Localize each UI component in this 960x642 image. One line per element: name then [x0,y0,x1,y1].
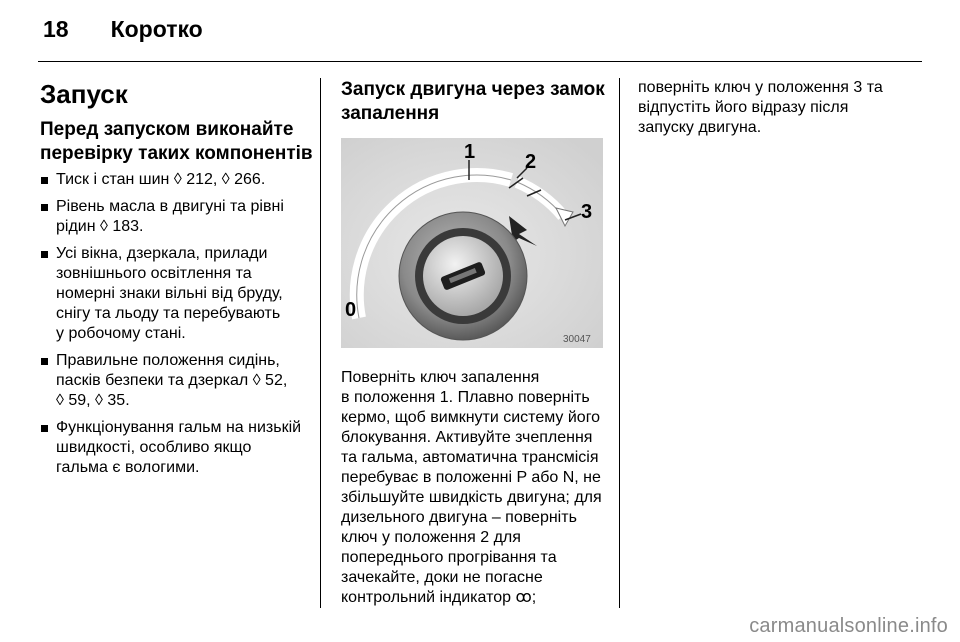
watermark: carmanualsonline.info [749,615,948,637]
list-item [40,170,315,190]
column-divider-right [619,78,620,608]
list-item [40,244,315,344]
list-item [40,418,315,478]
list-item-line: Правильне положення сидінь, [56,352,280,369]
list-item [40,197,315,237]
checklist [40,170,315,478]
right-column [638,78,928,138]
position-label-0: 0 [345,299,357,321]
ignition-switch-figure [341,138,603,348]
subsection-title [40,118,315,166]
middle-column [341,72,611,608]
list-item-line: снігу та льоду та перебувають [56,305,281,322]
column-divider-left [320,78,321,608]
paragraph-line: контрольний індикатор ꝏ; [341,589,537,606]
list-item-line: у робочому стані. [56,325,186,342]
list-item-line: гальма є вологими. [56,459,200,476]
list-item-line: Рівень масла в двигуні та рівні [56,198,284,215]
paragraph-line: запуску двигуна. [638,119,762,136]
list-item-line: швидкості, особливо якщо [56,439,252,456]
figure-code: 30047 [563,334,591,345]
list-item-line: Функціонування гальм на низькій [56,419,302,436]
list-item-line: зовнішнього освітлення та [56,265,252,282]
left-column [40,72,315,485]
subsection-heading-line: Запуск двигуна через замок [341,79,605,100]
paragraph-line: зачекайте, доки не погасне [341,569,543,586]
paragraph-line: попереднього прогрівання та [341,549,557,566]
list-item-line: рідин ◊ 183. [56,218,144,235]
paragraph-line: збільшуйте швидкість двигуна; для [341,489,602,506]
position-label-3: 3 [581,201,593,223]
paragraph-line: перебуває в положенні P або N, не [341,469,601,486]
paragraph-line: в положення 1. Плавно поверніть [341,389,590,406]
page-title: Коротко [110,16,203,42]
list-item-line: пасків безпеки та дзеркал ◊ 52, [56,372,288,389]
position-label-1: 1 [464,141,476,163]
page-number: 18 [43,16,69,42]
subsection-heading-line: запалення [341,103,440,124]
list-item-line: Усі вікна, дзеркала, прилади [56,245,268,262]
page-header [43,16,203,43]
section-title: Запуск [40,79,128,109]
list-item-line: номерні знаки вільні від бруду, [56,285,283,302]
list-item-line: ◊ 59, ◊ 35. [56,392,130,409]
paragraph-line: та гальма, автоматична трансмісія [341,449,599,466]
paragraph-line: відпустіть його відразу після [638,99,849,116]
paragraph-line: дизельного двигуна – поверніть [341,509,577,526]
subsection-title-line: Перед запуском виконайте [40,119,294,140]
paragraph-line: ключ у положення 2 для [341,529,521,546]
paragraph-line: Поверніть ключ запалення [341,369,540,386]
ignition-instructions [341,368,611,608]
subsection-heading [341,78,611,126]
subsection-title-line: перевірку таких компонентів [40,143,313,164]
paragraph-line: поверніть ключ у положення 3 та [638,79,883,96]
continuation-text [638,78,928,138]
list-item [40,351,315,411]
paragraph-line: блокування. Активуйте зчеплення [341,429,593,446]
paragraph-line: кермо, щоб вимкнути систему його [341,409,601,426]
position-label-2: 2 [525,151,537,173]
header-rule [38,61,922,62]
list-item-line: Тиск і стан шин ◊ 212, ◊ 266. [56,171,266,188]
